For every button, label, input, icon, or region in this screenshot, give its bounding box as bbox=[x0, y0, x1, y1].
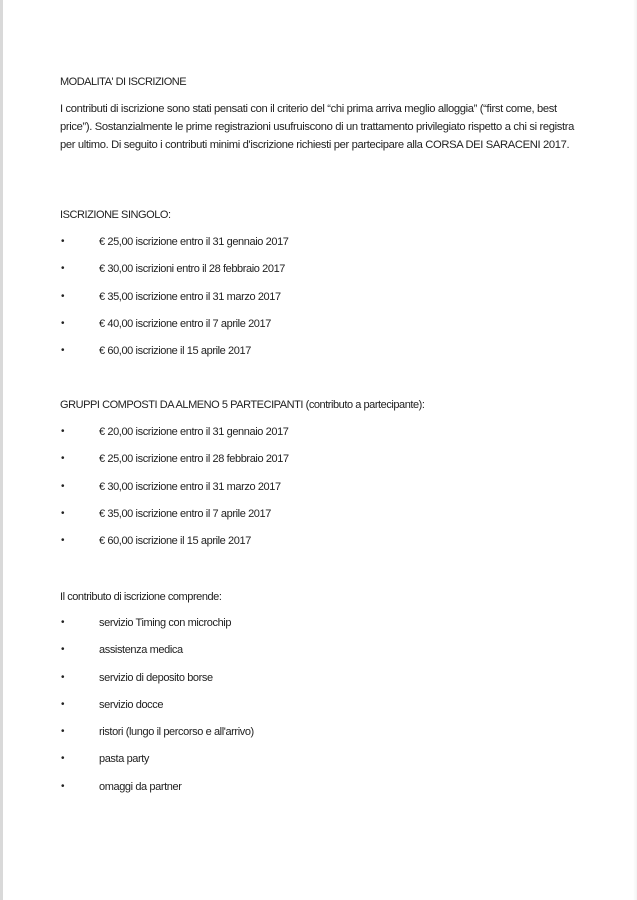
bullet-icon: • bbox=[61, 507, 65, 519]
section-title-gruppi: GRUPPI COMPOSTI DA ALMENO 5 PARTECIPANTI (contributo a partecipante): bbox=[60, 399, 425, 411]
bullet-icon: • bbox=[61, 753, 65, 765]
bullet-icon: • bbox=[61, 480, 65, 492]
bullet-icon: • bbox=[61, 617, 65, 628]
bullet-icon: • bbox=[61, 453, 65, 465]
bullet-icon: • bbox=[61, 780, 65, 792]
bullet-icon: • bbox=[61, 726, 65, 738]
bullet-icon: • bbox=[61, 317, 65, 329]
bullet-icon: • bbox=[61, 345, 65, 357]
section-title-comprende: Il contributo di iscrizione comprende: bbox=[60, 591, 222, 603]
intro-paragraph: I contributi di iscrizione sono stati pensati con il criterio del “chi prima arriva meglio alloggia” (“first come, best price”). Sostanzialmente le prime registrazioni usufruiscono di un trattamento privilegiato rispetto a chi si registra per ultimo. Di seguito i contributi minimi d'iscrizione richiesti per partecipare alla CORSA DEI SARACENI 2017. bbox=[60, 103, 574, 151]
bullet-icon: • bbox=[61, 263, 65, 275]
bullet-icon: • bbox=[61, 535, 65, 547]
page-left-edge bbox=[0, 0, 3, 900]
bullet-icon: • bbox=[61, 236, 65, 247]
bullet-icon: • bbox=[61, 644, 65, 656]
page-right-edge bbox=[633, 0, 637, 900]
bullet-icon: • bbox=[61, 290, 65, 302]
bullet-icon: • bbox=[61, 426, 65, 437]
section-title-singolo: ISCRIZIONE SINGOLO: bbox=[60, 209, 171, 221]
bullet-icon: • bbox=[61, 671, 65, 683]
bullet-icon: • bbox=[61, 698, 65, 710]
document-heading: MODALITA' DI ISCRIZIONE bbox=[60, 76, 187, 88]
